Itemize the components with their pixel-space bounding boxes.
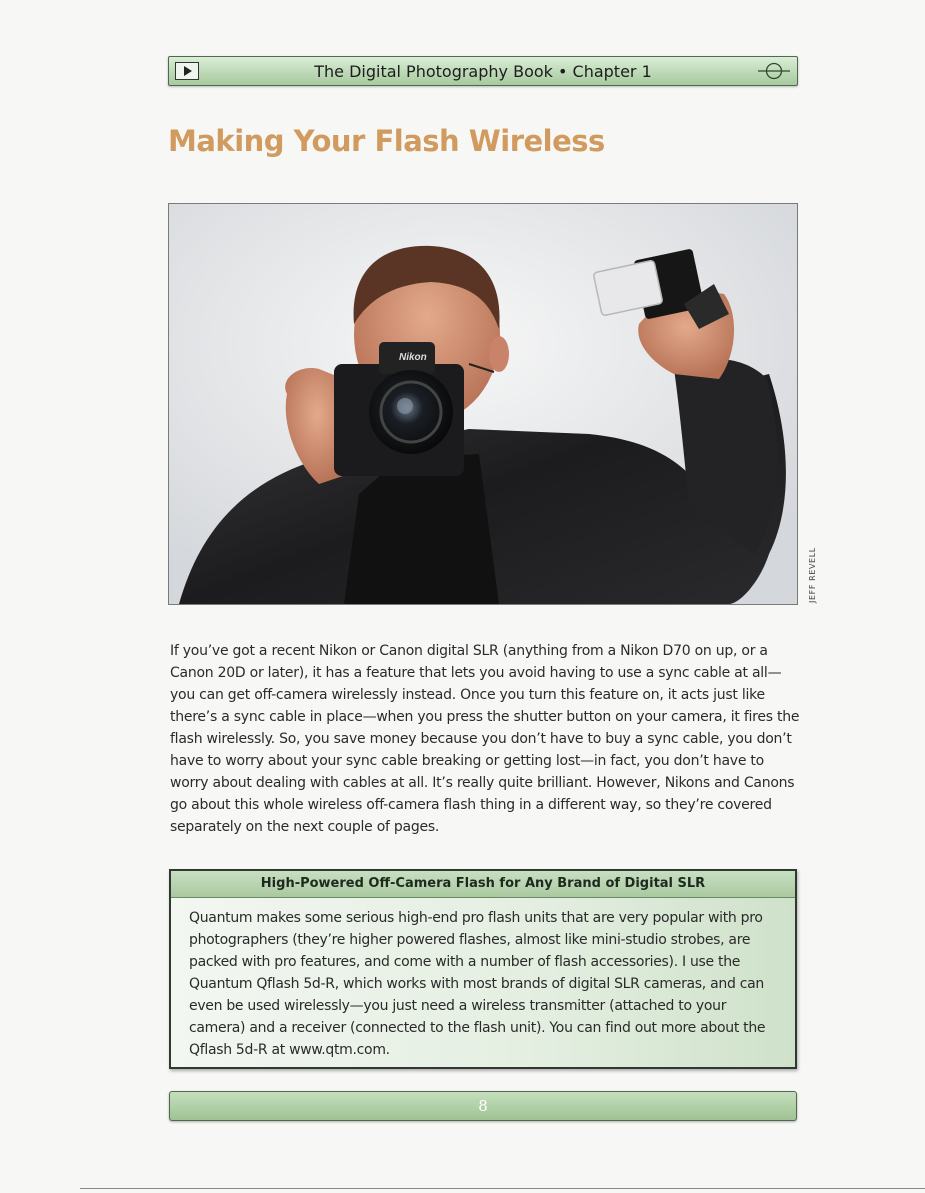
- photo-credit: JEFF REVELL: [808, 547, 817, 603]
- photo-illustration: [169, 204, 797, 604]
- chapter-header-bar: [168, 56, 798, 86]
- photographer-photo: [168, 203, 798, 605]
- tip-sidebar-text: Quantum makes some serious high-end pro flash units that are very popular with pro photographers (they’re higher powered flashes, almost like mini-studio strobes, are packed with pro features, and come with a number of flash accessories). I use the Quantum Qflash 5d-R, which works with most brands of digital SLR cameras, and can even be used wirelessly—you just need a wireless transmitter (attached to your camera) and a receiver (connected to the flash unit). You can find out more about the Qflash 5d-R at www.qtm.com.: [189, 910, 766, 1058]
- body-paragraph: If you’ve got a recent Nikon or Canon digital SLR (anything from a Nikon D70 on up, or a Canon 20D or later), it has a feature that lets you avoid having to use a sync cable at all—you can get off-camera wirelessly instead. Once you turn this feature on, it acts just like there’s a sync cable in place—when you press the shutter button on your camera, it fires the flash wirelessly. So, you save money because you don’t have to buy a sync cable, you don’t have to worry about your sync cable breaking or getting lost—in fact, you don’t have to worry about dealing with cables at all. It’s really quite brilliant. However, Nikons and Canons go about this whole wireless off-camera flash thing in a different way, so they’re covered separately on the next couple of pages.: [170, 643, 800, 835]
- section-heading: Making Your Flash Wireless: [168, 124, 605, 158]
- page-footer-bar: [169, 1091, 797, 1121]
- tip-sidebar-title-bar: [171, 871, 795, 898]
- bottom-rule: [80, 1188, 925, 1189]
- chapter-header-title: The Digital Photography Book • Chapter 1: [314, 62, 652, 81]
- target-icon[interactable]: [757, 61, 791, 81]
- tip-sidebar-box: [169, 869, 797, 1069]
- play-icon[interactable]: [175, 62, 199, 80]
- camera-brand-label: Nikon: [399, 352, 427, 363]
- tip-sidebar-title: High-Powered Off-Camera Flash for Any Brand of Digital SLR: [260, 876, 706, 891]
- page-number: 8: [478, 1097, 488, 1115]
